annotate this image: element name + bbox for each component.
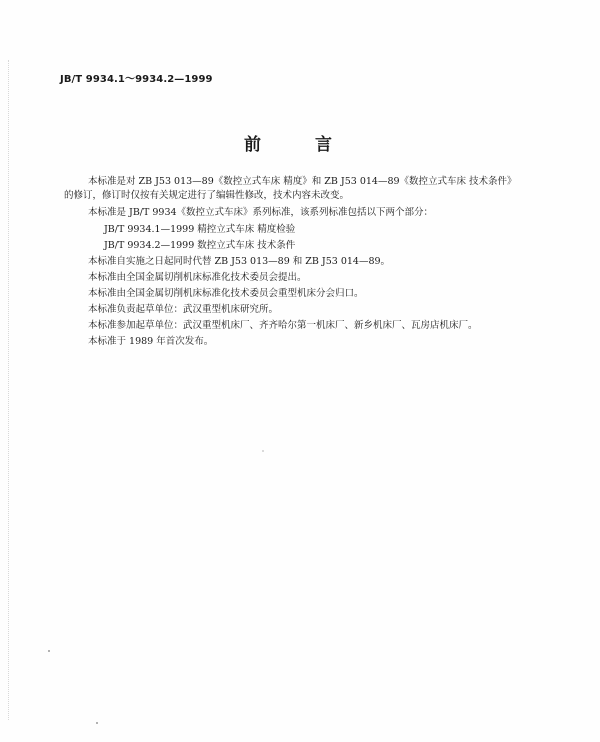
scan-edge-line <box>8 60 10 720</box>
scan-speck <box>48 650 50 652</box>
paragraph-revision-basis: 本标准是对 ZB J53 013—89《数控立式车床 精度》和 ZB J53 014—89《数控立式车床 技术条件》 <box>88 176 517 187</box>
page-title: 前 言 <box>244 135 356 155</box>
paragraph-revision-basis-cont: 的修订，修订时仅按有关规定进行了编辑性修改，技术内容未改变。 <box>64 190 350 201</box>
paragraph-replaces: 本标准自实施之日起同时代替 ZB J53 013—89 和 ZB J53 014—89。 <box>88 256 391 267</box>
scan-speck <box>96 722 98 724</box>
standard-code: JB/T 9934.1～9934.2—1999 <box>60 74 213 85</box>
paragraph-centralized-by: 本标准由全国金属切削机床标准化技术委员会重型机床分会归口。 <box>88 288 364 299</box>
paragraph-participating-units: 本标准参加起草单位：武汉重型机床厂、齐齐哈尔第一机床厂、新乡机床厂、瓦房店机床厂。 <box>88 320 478 331</box>
scan-speck <box>262 450 264 452</box>
paragraph-drafting-unit: 本标准负责起草单位：武汉重型机床研究所。 <box>88 304 279 315</box>
paragraph-proposed-by: 本标准由全国金属切削机床标准化技术委员会提出。 <box>88 272 307 283</box>
paragraph-series-intro: 本标准是 JB/T 9934《数控立式车床》系列标准，该系列标准包括以下两个部分： <box>88 207 434 218</box>
list-item-part1: JB/T 9934.1—1999 精控立式车床 精度检验 <box>104 224 296 235</box>
list-item-part2: JB/T 9934.2—1999 数控立式车床 技术条件 <box>104 240 296 251</box>
paragraph-first-published: 本标准于 1989 年首次发布。 <box>88 336 214 347</box>
